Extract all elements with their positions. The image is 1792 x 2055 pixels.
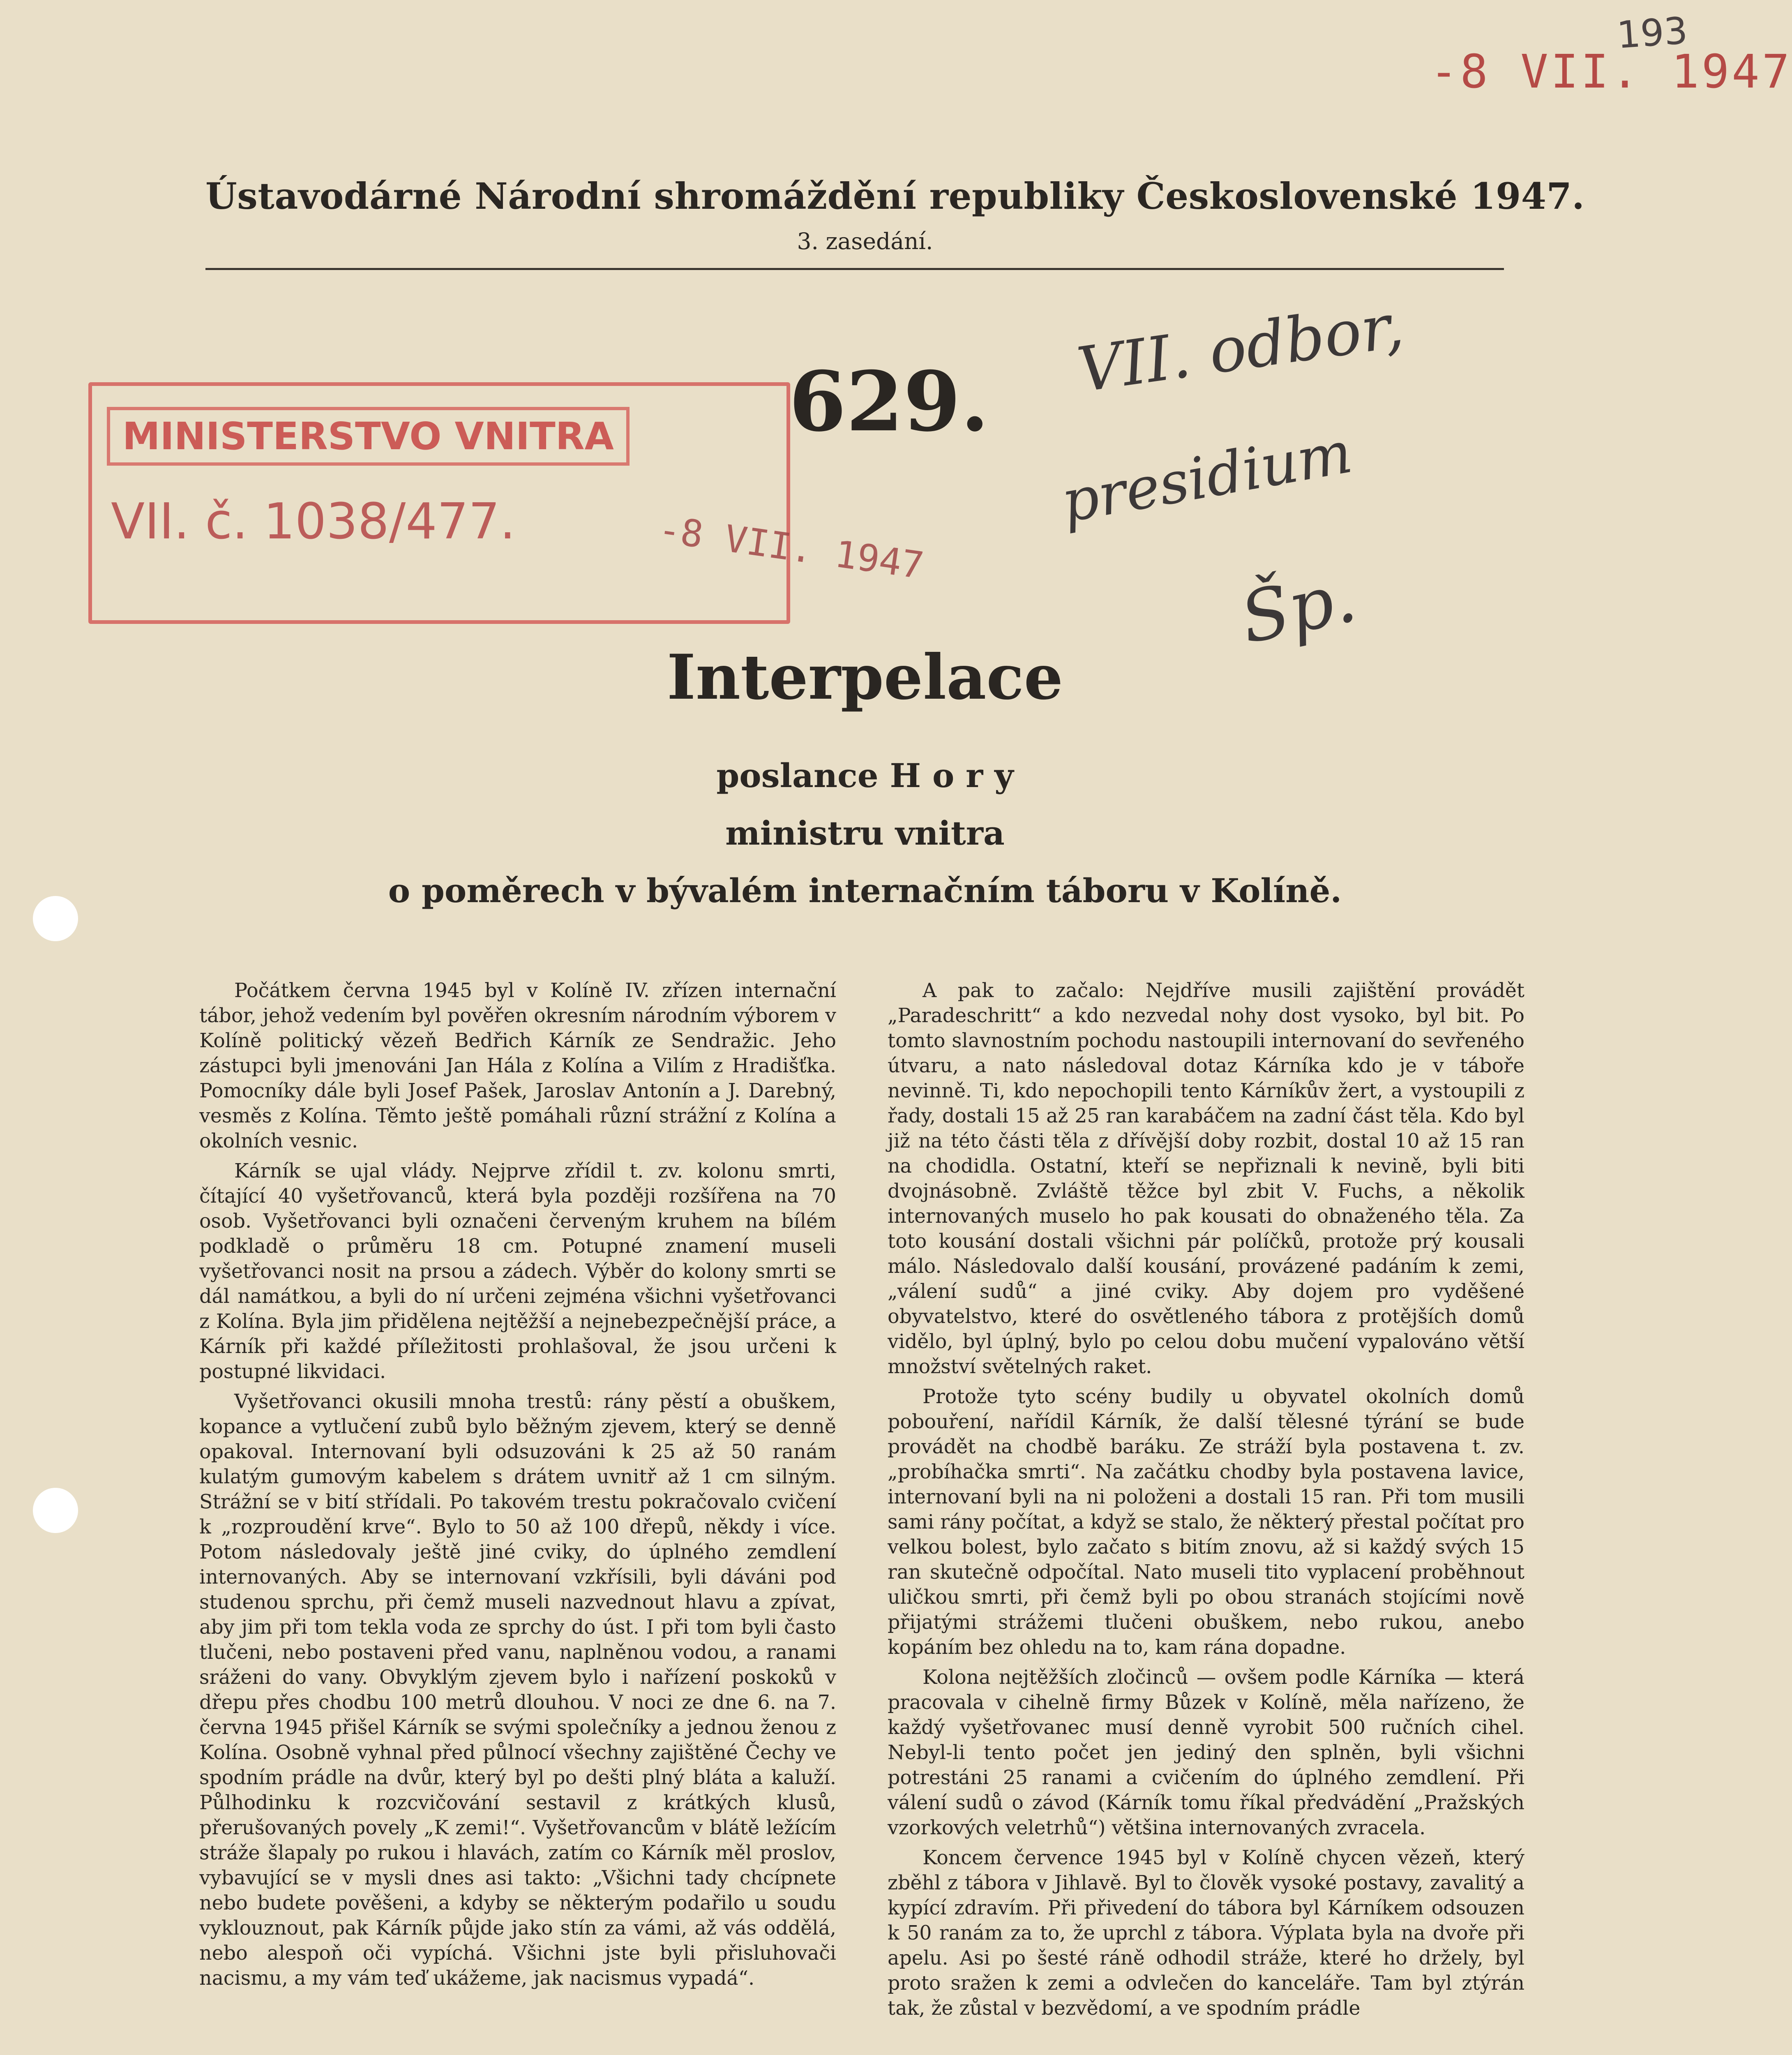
interpellation-addressee: ministru vnitra [725, 814, 1005, 852]
punch-hole [33, 1488, 78, 1533]
paragraph: Koncem července 1945 byl v Kolíně chycen vězeň, který zběhl z tábora v Jihlavě. Byl to člověk vysoké postavy, zavalitý a kypící zdravím. Při přivedení do tábora byl Kárníkem odsouzen k 50 ranám za to, že uprchl z tábora. Výplata byla na dvoře při apelu. Asi po šesté ráně odhodil stráže, které ho držely, byl proto sražen k zemi a odvlečen do kanceláře. Tam byl ztýrán tak, že zůstal v bezvědomí, a ve spodním prádle [888, 1847, 1524, 2020]
paragraph: Počátkem června 1945 byl v Kolíně IV. zřízen internační tábor, jehož vedením byl pověřen okresním národním výborem v Kolíně politický vězeň Bedřich Kárník ze Sendražic. Jeho zástupci byli jmenováni Jan Hála z Kolína a Vilím z Hradišťka. Pomocníky dále byli Josef Pašek, Jaroslav Antonín a J. Darebný, vesměs z Kolína. Těmto ještě pomáhali různí strážní z Kolína a okolních vesnic. [199, 979, 836, 1152]
stamp-title: MINISTERSTVO VNITRA [107, 407, 630, 466]
interpellation-subject: o poměrech v bývalém internačním táboru v Kolíně. [388, 871, 1342, 910]
page-number: 193 [1615, 9, 1689, 57]
paragraph: Kárník se ujal vlády. Nejprve zřídil t. zv. kolonu smrti, čítající 40 vyšetřovanců, která byla později rozšířena na 70 osob. Vyšetřovanci byli označeni červeným kruhem na bílém podkladě o průměru 18 cm. Potupné znamení museli vyšetřovanci nosit na prsou a zádech. Výběr do kolony smrti se dál namátkou, a byli do ní určeni zejména všichni vyšetřovanci z Kolína. Byla jim přidělena nejtěžší a nejnebezpečnější práce, a Kárník při každé příležitosti prohlašoval, že jsou určeni k postupné likvidaci. [199, 1160, 836, 1383]
paragraph: A pak to začalo: Nejdříve musili zajištění provádět „Paradeschritt“ a kdo nezvedal nohy dost vysoko, byl bit. Po tomto slavnostním pochodu nastoupili internovaní do sevřeného útvaru, a nato následoval dotaz Kárníka kdo je v táboře nevinně. Ti, kdo nepochopili tento Kárníkův žert, a vystoupili z řady, dostali 15 až 25 ran karabáčem na zadní část těla. Kdo byl již na této části těla z dřívější doby rozbit, dostal 10 až 15 ran na chodidla. Ostatní, kteří se nepřiznali k nevině, byli biti dvojnásobně. Zvláště těžce byl zbit V. Fuchs, a několik internovaných muselo ho pak kousati do obnaženého těla. Za toto kousání dostali všichni pár políčků, protože prý kousali málo. Následovalo další kousání, provázené padáním k zemi, „válení sudů“ a jiné cviky. Aby dojem pro vyděšené obyvatelstvo, které do osvětleného tábora z protějších domů vidělo, byl úplný, bylo po celou dobu mučení vypalováno větší množství světelných raket. [888, 979, 1524, 1378]
header-title: Ústavodárné Národní shromáždění republiky Československé 1947. [205, 175, 1585, 217]
handwritten-note: presidium [1056, 419, 1357, 536]
handwritten-initials: Šp. [1234, 556, 1363, 660]
header-rule [205, 268, 1504, 270]
interpellation-author: poslance H o r y [716, 756, 1014, 795]
date-stamp: -8 VII. 1947 [1430, 45, 1792, 99]
right-column [888, 978, 1524, 2026]
paragraph: Vyšetřovanci okusili mnoha trestů: rány pěstí a obuškem, kopance a vytlučení zubů bylo běžným zjevem, který se denně opakoval. Internovaní byli odsuzováni k 25 až 50 ranám kulatým gumovým kabelem s drátem uvnitř až 1 cm silným. Strážní se v bití střídali. Po takovém trestu pokračovalo cvičení k „rozproudění krve“. Bylo to 50 až 100 dřepů, někdy i více. Potom následovaly ještě jiné cviky, do úplného zemdlení internovaných. Aby se internovaní vzkřísili, byli dáváni pod studenou sprchu, při čemž museli nazvednout hlavu a zpívat, aby jim při tom tekla voda ze sprchy do úst. I při tom byli často tlučeni, nebo postaveni před vanu, naplněnou vodou, a ranami sráženi do vany. Obvyklým zjevem bylo i nařízení poskoků v dřepu přes chodbu 100 metrů dlouhou. V noci ze dne 6. na 7. června 1945 přišel Kárník se svými společníky a jednou ženou z Kolína. Osobně vyhnal před půlnocí všechny zajištěné Čechy ve spodním prádle na dvůr, který byl po dešti plný bláta a kaluží. Půlhodinku k rozcvičování sestavil z krátkých klusů, přerušovaných povely „K zemi!“. Vyšetřovancům v blátě ležícím stráže šlapaly po rukou i hlavách, zatím co Kárník měl proslov, vybavující se v mysli dnes asi takto: „Všichni tady chcípnete nebo budete pověšeni, a kdyby se některým podařilo u soudu vyklouznout, pak Kárník půjde jako stín za vámi, až vás oddělá, nebo alespoň oči vypíchá. Všichni jste byli přisluhovači nacismu, a my vám teď ukážeme, jak nacismus vypadá“. [199, 1390, 836, 1990]
left-column [199, 978, 836, 1996]
punch-hole [33, 896, 78, 941]
paragraph: Protože tyto scény budily u obyvatel okolních domů pobouření, nařídil Kárník, že další tělesné týrání se bude provádět na chodbě baráku. Ze stráží byla postavena t. zv. „probíhačka smrti“. Na začátku chodby byla postavena lavice, internovaní byli na ni položeni a dostali 15 ran. Při tom musili sami rány počítat, a když se stalo, že některý přestal počítat pro velkou bolest, bylo začato s bitím znovu, až si každý svých 15 ran skutečně odpočítal. Nato museli tito vyplacení proběhnout uličkou smrti, při čemž byli po obou stranách stojícími nově přijatými strážemi tlučeni obuškem, nebo rukou, anebo kopáním bez ohledu na to, kam rána dopadne. [888, 1385, 1524, 1659]
stamp-reference: VII. č. 1038/477. [111, 493, 516, 550]
header-subtitle: 3. zasedání. [797, 228, 933, 254]
stamp-date: -8 VII. 1947 [655, 508, 927, 588]
interpellation-title: Interpelace [667, 641, 1063, 713]
document-number: 629. [789, 353, 989, 450]
handwritten-note: VII. odbor, [1073, 290, 1408, 406]
paragraph: Kolona nejtěžších zločinců — ovšem podle Kárníka — která pracovala v cihelně firmy Bůzek v Kolíně, měla nařízeno, že každý vyšetřovanec musí denně vyrobit 500 ručních cihel. Nebyl-li tento počet jen jediný den splněn, byli všichni potrestáni 25 ranami a cvičením do úplného zemdlení. Při válení sudů o závod (Kárník tomu říkal předvádění „Pražských vzorkových veletrhů“) většina internovaných zvracela. [888, 1666, 1524, 1839]
